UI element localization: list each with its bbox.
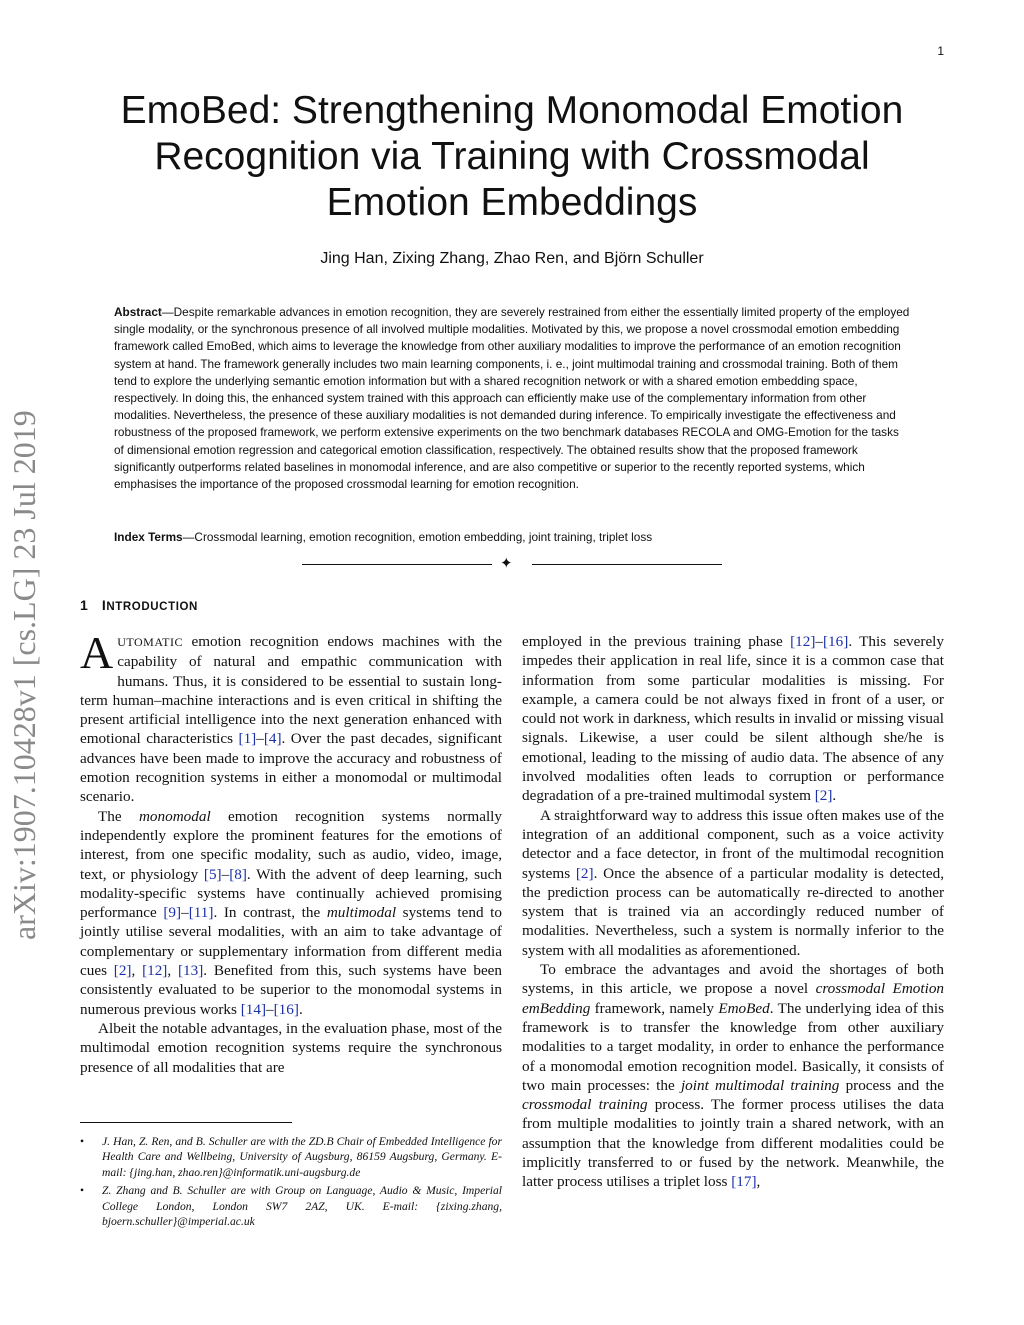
section-divider bbox=[300, 556, 724, 572]
footnote-item bbox=[80, 1134, 502, 1180]
paragraph-text: . Over the past decades, significant advances have been made to improve the accuracy and robustness of emotion recognition systems in either a monomodal or multimodal scenario. bbox=[80, 730, 502, 806]
emphasis-text: EmoBed bbox=[718, 999, 770, 1017]
footnote-text: J. Han, Z. Ren, and B. Schuller are with the ZD.B Chair of Embedded Intelligence for Health Care and Wellbeing, University of Augsburg, 86159 Augsburg, Germany. E-mail: {jing.han, zhao.ren}@informatik.uni-augsburg.de bbox=[102, 1135, 502, 1179]
citation-link[interactable]: [8] bbox=[229, 865, 247, 883]
paragraph-text: process and the bbox=[839, 1076, 945, 1094]
paragraph-text: framework, namely bbox=[590, 999, 719, 1017]
paragraph-text: . This severely impedes their application in real life, since it is a common case that information from some particular modalities is missing. For example, a camera could be not always fixed in front of a user, or could not work in darkness, which results in invalid or missing visual signals. Likewise, a user could be silent although she/he is emotional, leading to the missing of audio data. The absence of any involved modalities often leads to corruption or performance degradation of a pre-trained multimodal system bbox=[522, 633, 944, 805]
index-terms-label: Index Terms bbox=[114, 530, 183, 544]
citation-link[interactable]: [2] bbox=[113, 962, 132, 980]
section-heading bbox=[80, 597, 198, 613]
section-title-rest: NTRODUCTION bbox=[106, 601, 198, 613]
paragraph-text: – bbox=[266, 1000, 274, 1018]
paragraph-text: emotion recognition endows machines with the capability of natural and empathic communication with humans. Thus, it is considered to be essential to sustain long-term human–machine interactions and is even critical in shifting the present artificial intelligence into the next generation enhanced with emotional characteristics bbox=[80, 633, 502, 748]
paragraph-text: . The underlying idea of this framework is to transfer the knowledge from other auxiliary modalities to a target modality, in order to enhance the performance of a monomodal emotion recognition model. Basically, it consists of two main processes: the bbox=[522, 999, 945, 1094]
citation-link[interactable]: [17] bbox=[731, 1173, 757, 1191]
emphasis-text: crossmodal Emotion emBedding bbox=[522, 980, 945, 1017]
paragraph-text: . Benefited from this, such systems have been consistently evaluated to be superior to the monomodal systems in numerous previous works bbox=[80, 962, 503, 1018]
page-number: 1 bbox=[937, 44, 944, 58]
citation-link[interactable]: [9] bbox=[163, 904, 182, 922]
paragraph-text: . bbox=[832, 787, 837, 805]
index-terms bbox=[114, 530, 910, 544]
paragraph-text: systems tend to jointly utilise several modalities, with an aim to take advantage of complementary or supplementary information from different media cues bbox=[80, 904, 502, 980]
paragraph-text: . bbox=[298, 1000, 303, 1018]
paragraph-text: . Once the absence of a particular modality is detected, the prediction process can be automatically re-directed to another system that is trained via an accordingly reduced number of modalities. Nevertheless, such a system is normally inferior to the system with all modalities as aforementioned. bbox=[522, 864, 945, 959]
abstract-text: —Despite remarkable advances in emotion recognition, they are severely restrained from either the essentially limited property of the employed single modality, or the synchronous presence of all involved multiple modalities. Motivated by this, we propose a novel crossmodal emotion embedding framework called EmoBed, which aims to leverage the knowledge from other auxiliary modalities to improve the performance of an emotion recognition system at hand. The framework generally includes two main learning components, i. e., joint multimodal training and crossmodal training. Both of them tend to explore the underlying semantic emotion information but with a shared recognition network or with a shared emotion embedding space, respectively. In doing this, the enhanced system trained with this approach can efficiently make use of the complementary information from other modalities. Nevertheless, the presence of these auxiliary modalities is not demanded during inference. To empirically investigate the effectiveness and robustness of the proposed framework, we perform extensive experiments on the two benchmark databases RECOLA and OMG-Emotion for the tasks of dimensional emotion regression and categorical emotion classification, respectively. The obtained results show that the proposed framework significantly outperforms related baselines in monomodal inference, and are also competitive or superior to the recently reported systems, which emphasises the importance of the proposed crossmodal learning for emotion recognition. bbox=[114, 305, 910, 492]
bullet-icon: • bbox=[80, 1135, 85, 1148]
citation-link[interactable]: [2] bbox=[575, 864, 594, 882]
divider-star-icon: ✦ bbox=[500, 554, 513, 572]
index-terms-text: —Crossmodal learning, emotion recognition, emotion embedding, joint training, triplet loss bbox=[182, 530, 653, 544]
intro-paragraph-5 bbox=[522, 806, 944, 960]
paragraph-text: The bbox=[98, 807, 139, 825]
intro-paragraph-4 bbox=[522, 632, 944, 806]
footnote-item bbox=[80, 1183, 502, 1229]
emphasis-text: multimodal bbox=[326, 904, 397, 922]
paragraph-text: To embrace the advantages and avoid the shortages of both systems, in this article, we propose a novel bbox=[522, 961, 944, 998]
emphasis-text: monomodal bbox=[138, 807, 211, 825]
paragraph-text: employed in the previous training phase bbox=[522, 633, 791, 650]
dropcap: A bbox=[80, 627, 114, 678]
paragraph-text: . With the advent of deep learning, such modality-specific systems have continually achieved promising performance bbox=[80, 865, 502, 922]
intro-paragraph-2 bbox=[80, 807, 502, 1019]
citation-link[interactable]: [16] bbox=[273, 1000, 299, 1018]
paragraph-text: – bbox=[221, 865, 230, 883]
paragraph-text: – bbox=[256, 730, 264, 748]
section-number: 1 bbox=[80, 597, 89, 613]
arxiv-stamp: arXiv:1907.10428v1 [cs.LG] 23 Jul 2019 bbox=[6, 410, 42, 940]
abstract bbox=[114, 304, 910, 493]
paragraph-text: – bbox=[181, 904, 189, 922]
paper-title: EmoBed: Strengthening Monomodal Emotion Recognition via Training with Crossmodal Emotion Embeddings bbox=[120, 89, 904, 224]
citation-link[interactable]: [12] bbox=[790, 633, 816, 650]
citation-link[interactable]: [16] bbox=[823, 633, 849, 650]
paragraph-text: – bbox=[815, 633, 823, 650]
footnote-text: Z. Zhang and B. Schuller are with Group on Language, Audio & Music, Imperial College London, London SW7 2AZ, UK. E-mail: {zixing.zhang, bjoern.schuller}@imperial.ac.uk bbox=[102, 1184, 502, 1229]
citation-link[interactable]: [12] bbox=[142, 962, 168, 980]
emphasis-text: joint multimodal training bbox=[680, 1076, 840, 1094]
bullet-icon: • bbox=[80, 1184, 85, 1198]
emphasis-text: crossmodal training bbox=[522, 1096, 648, 1114]
paragraph-text: . In contrast, the bbox=[213, 904, 327, 922]
citation-link[interactable]: [2] bbox=[814, 787, 833, 805]
paragraph-text: , bbox=[756, 1173, 761, 1191]
intro-paragraph-1 bbox=[80, 627, 502, 807]
abstract-label: Abstract bbox=[114, 305, 162, 319]
intro-paragraph-3: Albeit the notable advantages, in the evaluation phase, most of the multimodal emotion recognition systems require the synchronous presence of all modalities that are bbox=[80, 1019, 502, 1076]
right-column bbox=[522, 632, 944, 1192]
footnotes bbox=[80, 1134, 502, 1232]
intro-paragraph-6 bbox=[522, 960, 944, 1192]
section-title-initial: I bbox=[101, 597, 107, 613]
paragraph-text: process. The former process utilises the data from multiple modalities to jointly train a shared network, with an assumption that the knowledge from different modalities could be implicitly transferred to or fused by the network. Meanwhile, the latter process utilises a triplet loss bbox=[522, 1096, 944, 1191]
left-column bbox=[80, 627, 503, 1077]
divider-line-left bbox=[302, 564, 492, 565]
citation-link[interactable]: [4] bbox=[263, 730, 282, 748]
lead-smallcaps: UTOMATIC bbox=[117, 635, 184, 649]
citation-link[interactable]: [13] bbox=[177, 962, 204, 980]
paragraph-text: A straightforward way to address this issue often makes use of the integration of an additional component, such as a voice activity detector and a face detector, in front of the multimodal recognition systems bbox=[522, 806, 944, 882]
citation-link[interactable]: [14] bbox=[240, 1000, 267, 1018]
paragraph-text: emotion recognition systems normally independently explore the prominent features for the emotions of interest, from one specific modality, such as audio, video, image, text, or physiology bbox=[80, 807, 502, 883]
citation-link[interactable]: [1] bbox=[238, 730, 257, 748]
paragraph-text: , bbox=[131, 962, 143, 980]
citation-link[interactable]: [11] bbox=[188, 904, 214, 922]
citation-link[interactable]: [5] bbox=[203, 865, 222, 883]
footnote-rule bbox=[80, 1122, 292, 1123]
divider-line-right bbox=[532, 564, 722, 565]
paragraph-text: , bbox=[167, 962, 178, 980]
author-list: Jing Han, Zixing Zhang, Zhao Ren, and Björn Schuller bbox=[320, 250, 704, 267]
